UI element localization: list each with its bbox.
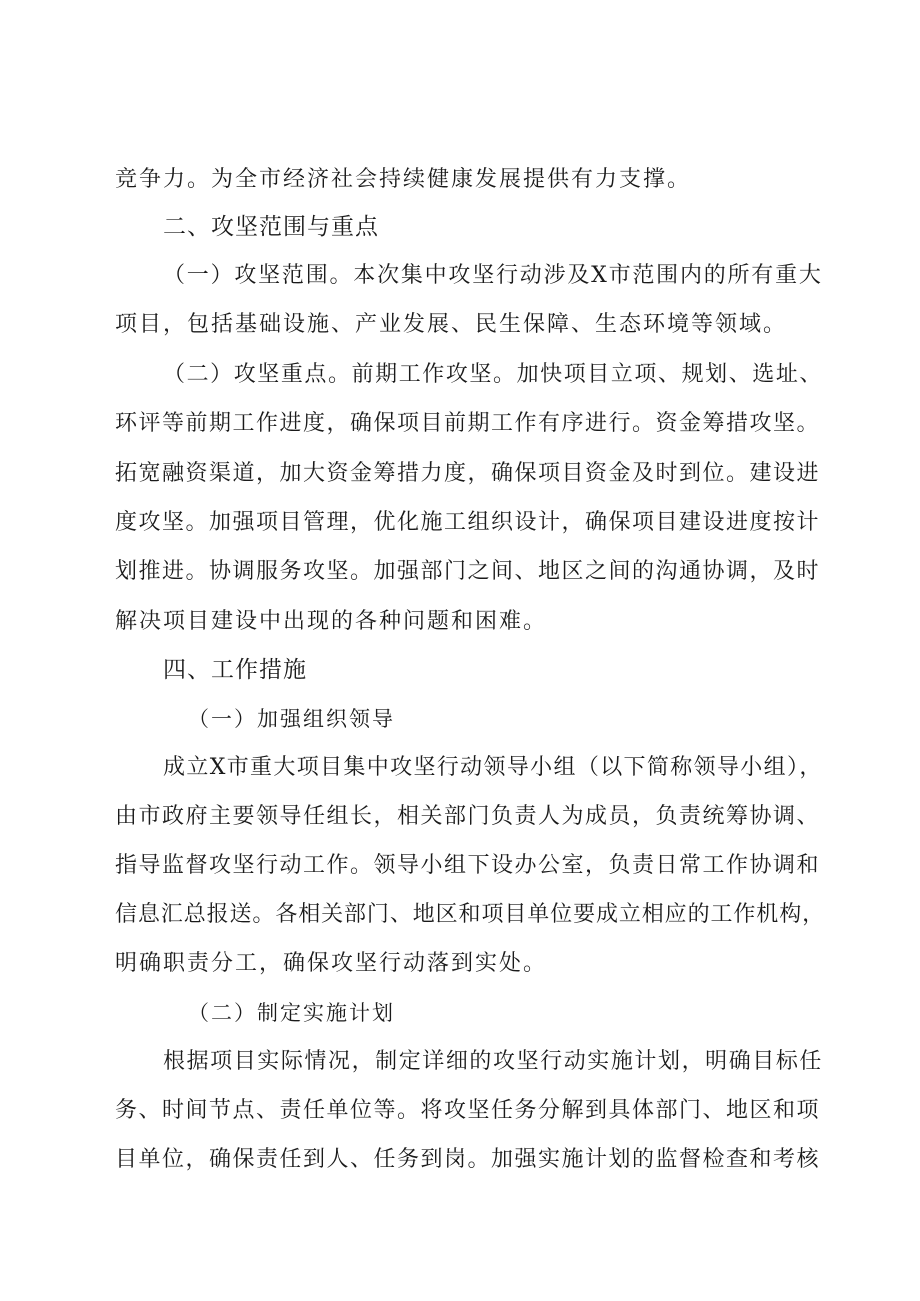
body-line-4: 项目，包括基础设施、产业发展、民生保障、生态环境等领域。 (115, 312, 788, 337)
body-line-10: 解决项目建设中出现的各种问题和困难。 (115, 609, 548, 634)
body-line-8: 度攻坚。加强项目管理，优化施工组织设计，确保项目建设进度按计 (115, 510, 821, 535)
section-heading-2: 二、攻坚范围与重点 (163, 214, 379, 240)
body-line-3: （一）攻坚范围。本次集中攻坚行动涉及X市范围内的所有重大 (163, 263, 823, 288)
body-line-19: 根据项目实际情况，制定详细的攻坚行动实施计划，明确目标任 (163, 1049, 824, 1074)
body-line-17: 明确职责分工，确保攻坚行动落到实处。 (115, 951, 548, 976)
body-line-1: 竞争力。为全市经济社会持续健康发展提供有力支撑。 (115, 167, 692, 192)
body-line-9: 划推进。协调服务攻坚。加强部门之间、地区之间的沟通协调，及时 (115, 559, 821, 584)
subheading-organization: （一）加强组织领导 (188, 707, 395, 731)
body-line-21: 目单位，确保责任到人、任务到岗。加强实施计划的监督检查和考核 (115, 1147, 821, 1172)
section-heading-4: 四、工作措施 (163, 657, 307, 683)
subheading-plan: （二）制定实施计划 (188, 1001, 395, 1025)
body-line-16: 信息汇总报送。各相关部门、地区和项目单位要成立相应的工作机构， (115, 902, 826, 927)
body-line-13: 成立X市重大项目集中攻坚行动领导小组（以下简称领导小组）， (163, 755, 823, 780)
body-line-14: 由市政府主要领导任组长，相关部门负责人为成员，负责统筹协调、 (115, 804, 821, 829)
body-line-6: 环评等前期工作进度，确保项目前期工作有序进行。资金筹措攻坚。 (115, 411, 821, 436)
body-line-5: （二）攻坚重点。前期工作攻坚。加快项目立项、规划、选址、 (163, 362, 824, 387)
body-line-15: 指导监督攻坚行动工作。领导小组下设办公室，负责日常工作协调和 (115, 853, 821, 878)
body-line-20: 务、时间节点、责任单位等。将攻坚任务分解到具体部门、地区和项 (115, 1098, 821, 1123)
body-line-7: 拓宽融资渠道，加大资金筹措力度，确保项目资金及时到位。建设进 (115, 461, 821, 486)
